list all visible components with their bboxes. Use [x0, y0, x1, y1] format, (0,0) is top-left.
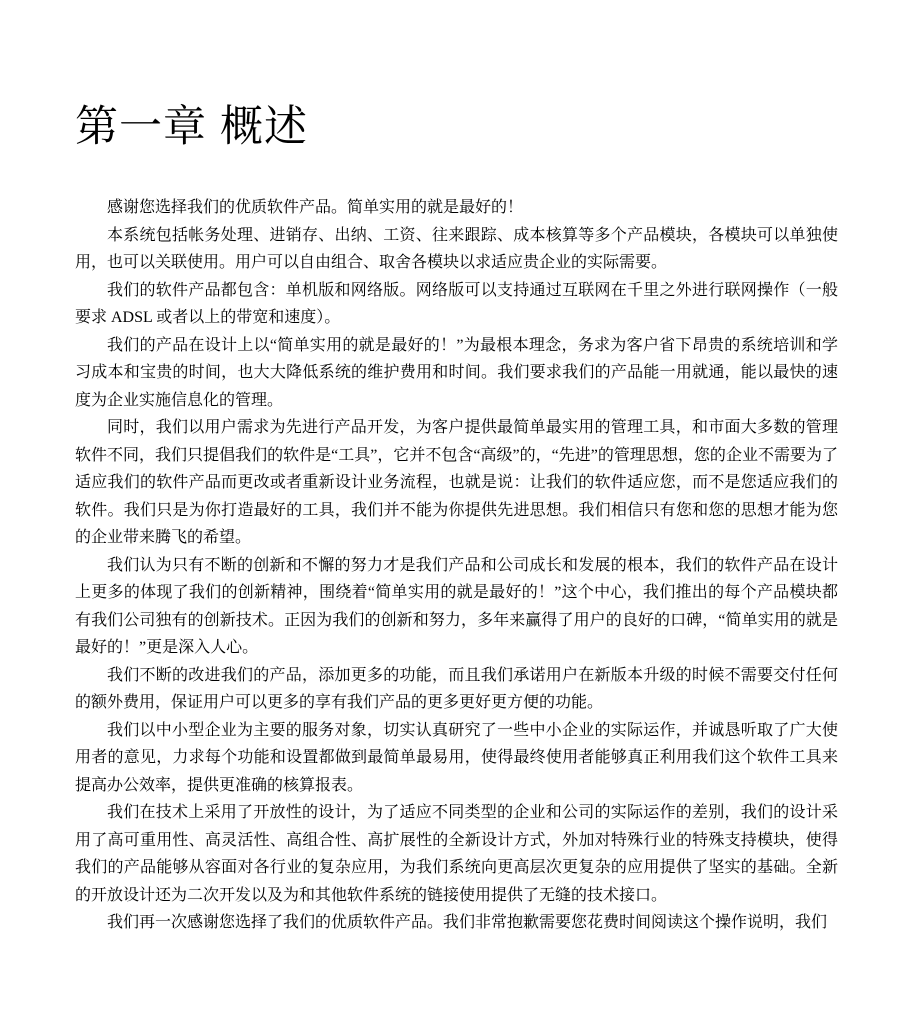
chapter-title: 第一章 概述: [75, 103, 308, 151]
paragraph: 本系统包括帐务处理、进销存、出纳、工资、往来跟踪、成本核算等多个产品模块，各模块可以单独使用，也可以关联使用。用户可以自由组合、取舍各模块以求适应贵企业的实际需要。: [75, 226, 838, 271]
document-body: [75, 194, 838, 937]
paragraph: 我们的软件产品都包含：单机版和网络版。网络版可以支持通过互联网在千里之外进行联网操作（一般要求 ADSL 或者以上的带宽和速度）。: [75, 281, 838, 326]
paragraph: 我们再一次感谢您选择了我们的优质软件产品。我们非常抱歉需要您花费时间阅读这个操作说明，我们: [107, 914, 828, 931]
paragraph: 我们认为只有不断的创新和不懈的努力才是我们产品和公司成长和发展的根本，我们的软件产品在设计上更多的体现了我们的创新精神，围绕着“简单实用的就是最好的！”这个中心，我们推出的每个产品模块都有我们公司独有的创新技术。正因为我们的创新和努力，多年来赢得了用户的良好的口碑，“简单实用的就是最好的！”更是深入人心。: [75, 556, 838, 656]
paragraph: 感谢您选择我们的优质软件产品。简单实用的就是最好的！: [107, 199, 524, 216]
paragraph: 我们的产品在设计上以“简单实用的就是最好的！”为最根本理念，务求为客户省下昂贵的系统培训和学习成本和宝贵的时间，也大大降低系统的维护费用和时间。我们要求我们的产品能一用就通，能以最快的速度为企业实施信息化的管理。: [75, 336, 838, 409]
paragraph: 我们在技术上采用了开放性的设计，为了适应不同类型的企业和公司的实际运作的差别，我们的设计采用了高可重用性、高灵活性、高组合性、高扩展性的全新设计方式，外加对特殊行业的特殊支持模块，使得我们的产品能够从容面对各行业的复杂应用，为我们系统向更高层次更复杂的应用提供了坚实的基础。全新的开放设计还为二次开发以及为和其他软件系统的链接使用提供了无缝的技术接口。: [75, 804, 838, 904]
paragraph: 我们不断的改进我们的产品，添加更多的功能，而且我们承诺用户在新版本升级的时候不需要交付任何的额外费用，保证用户可以更多的享有我们产品的更多更好更方便的功能。: [75, 666, 838, 711]
paragraph: 我们以中小型企业为主要的服务对象，切实认真研究了一些中小企业的实际运作，并诚恳听取了广大使用者的意见，力求每个功能和设置都做到最简单最易用，使得最终使用者能够真正利用我们这个软件工具来提高办公效率，提供更准确的核算报表。: [75, 721, 838, 794]
paragraph: 同时，我们以用户需求为先进行产品开发，为客户提供最简单最实用的管理工具，和市面大多数的管理软件不同，我们只提倡我们的软件是“工具”，它并不包含“高级”的，“先进”的管理思想，您的企业不需要为了适应我们的软件产品而更改或者重新设计业务流程，也就是说：让我们的软件适应您，而不是您适应我们的软件。我们只是为你打造最好的工具，我们并不能为你提供先进思想。我们相信只有您和您的思想才能为您的企业带来腾飞的希望。: [75, 419, 838, 546]
